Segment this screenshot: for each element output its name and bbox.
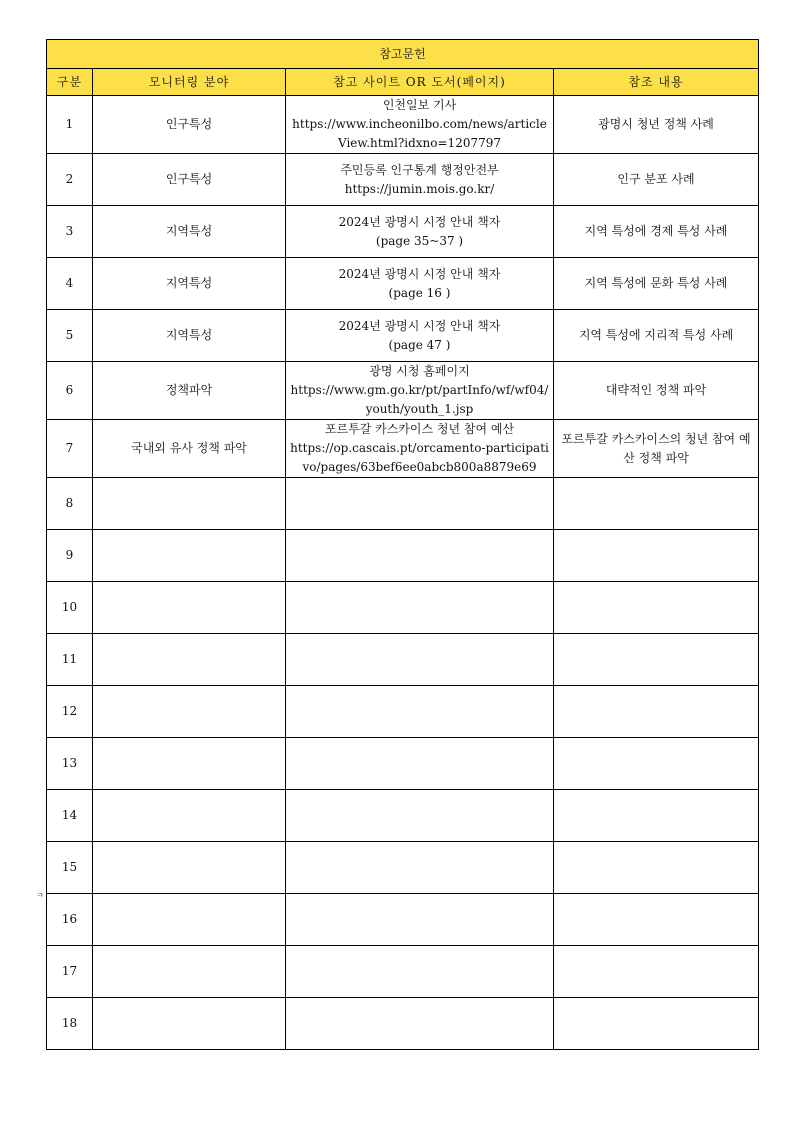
reference-content: 인구 분포 사례 xyxy=(554,154,759,206)
source-title: 2024년 광명시 시정 안내 책자 xyxy=(338,214,501,229)
source-cell xyxy=(286,946,554,998)
table-row xyxy=(47,998,759,1050)
header-no: 구분 xyxy=(47,69,93,96)
monitoring-field xyxy=(93,478,286,530)
reference-content xyxy=(554,530,759,582)
table-row xyxy=(47,842,759,894)
row-number: 18 xyxy=(47,998,93,1050)
monitoring-field xyxy=(93,894,286,946)
source-title: 2024년 광명시 시정 안내 책자 xyxy=(338,318,501,333)
header-row xyxy=(47,69,759,96)
source-title: 포르투갈 카스카이스 청년 참여 예산 xyxy=(324,422,515,436)
reference-content: 지역 특성에 경제 특성 사례 xyxy=(554,206,759,258)
source-title: (page 16 ) xyxy=(388,285,451,300)
row-number: 2 xyxy=(47,154,93,206)
source-url[interactable]: https://www.incheonilbo.com/news/articleView.html?idxno=1207797 xyxy=(292,117,547,150)
reference-content xyxy=(554,582,759,634)
row-number: 14 xyxy=(47,790,93,842)
source-cell xyxy=(286,998,554,1050)
reference-content xyxy=(554,998,759,1050)
monitoring-field xyxy=(93,842,286,894)
table-row xyxy=(47,634,759,686)
monitoring-field xyxy=(93,634,286,686)
source-cell xyxy=(286,478,554,530)
table-row xyxy=(47,790,759,842)
reference-content xyxy=(554,686,759,738)
table-row xyxy=(47,686,759,738)
source-cell xyxy=(286,362,554,420)
table-row xyxy=(47,530,759,582)
reference-content: 광명시 청년 정책 사례 xyxy=(554,96,759,154)
margin-mark: ㅋ xyxy=(36,891,44,900)
monitoring-field: 정책파악 xyxy=(93,362,286,420)
source-cell xyxy=(286,310,554,362)
reference-content xyxy=(554,634,759,686)
reference-table xyxy=(46,39,759,1050)
monitoring-field xyxy=(93,998,286,1050)
table-title: 참고문헌 xyxy=(47,40,759,69)
row-number: 1 xyxy=(47,96,93,154)
monitoring-field xyxy=(93,686,286,738)
row-number: 9 xyxy=(47,530,93,582)
source-cell xyxy=(286,738,554,790)
row-number: 16 xyxy=(47,894,93,946)
reference-content xyxy=(554,946,759,998)
table-row xyxy=(47,894,759,946)
row-number: 8 xyxy=(47,478,93,530)
source-title: (page 35~37 ) xyxy=(375,233,464,248)
header-field: 모니터링 분야 xyxy=(93,69,286,96)
source-url[interactable]: https://www.gm.go.kr/pt/partInfo/wf/wf04/youth/youth_1.jsp xyxy=(290,383,549,416)
reference-content xyxy=(554,478,759,530)
source-cell xyxy=(286,842,554,894)
source-url[interactable]: https://op.cascais.pt/orcamento-participativo/pages/63bef6ee0abcb800a8879e69 xyxy=(290,441,549,474)
header-source: 참고 사이트 OR 도서(페이지) xyxy=(286,69,554,96)
monitoring-field: 지역특성 xyxy=(93,206,286,258)
row-number: 5 xyxy=(47,310,93,362)
reference-content xyxy=(554,738,759,790)
source-cell xyxy=(286,634,554,686)
monitoring-field: 지역특성 xyxy=(93,258,286,310)
row-number: 15 xyxy=(47,842,93,894)
table-row xyxy=(47,738,759,790)
source-url[interactable]: https://jumin.mois.go.kr/ xyxy=(344,181,495,196)
monitoring-field: 지역특성 xyxy=(93,310,286,362)
table-row xyxy=(47,582,759,634)
table-row xyxy=(47,946,759,998)
source-title: 2024년 광명시 시정 안내 책자 xyxy=(338,266,501,281)
table-row xyxy=(47,478,759,530)
source-cell xyxy=(286,790,554,842)
row-number: 6 xyxy=(47,362,93,420)
table-row xyxy=(47,206,759,258)
source-cell xyxy=(286,894,554,946)
row-number: 7 xyxy=(47,420,93,478)
monitoring-field xyxy=(93,582,286,634)
reference-content xyxy=(554,842,759,894)
row-number: 3 xyxy=(47,206,93,258)
source-title: 광명 시청 홈페이지 xyxy=(369,364,470,378)
row-number: 4 xyxy=(47,258,93,310)
table-row xyxy=(47,362,759,420)
reference-content: 지역 특성에 문화 특성 사례 xyxy=(554,258,759,310)
source-cell xyxy=(286,154,554,206)
reference-content xyxy=(554,894,759,946)
monitoring-field xyxy=(93,946,286,998)
row-number: 13 xyxy=(47,738,93,790)
reference-content xyxy=(554,790,759,842)
source-cell xyxy=(286,686,554,738)
source-cell xyxy=(286,530,554,582)
source-title: 주민등록 인구통계 행정안전부 xyxy=(340,162,499,177)
monitoring-field xyxy=(93,530,286,582)
source-cell xyxy=(286,582,554,634)
source-title: (page 47 ) xyxy=(388,337,451,352)
row-number: 12 xyxy=(47,686,93,738)
source-cell xyxy=(286,420,554,478)
monitoring-field xyxy=(93,738,286,790)
monitoring-field: 국내외 유사 정책 파악 xyxy=(93,420,286,478)
header-content: 참조 내용 xyxy=(554,69,759,96)
table-row xyxy=(47,420,759,478)
row-number: 11 xyxy=(47,634,93,686)
reference-content: 대략적인 정책 파악 xyxy=(554,362,759,420)
row-number: 17 xyxy=(47,946,93,998)
reference-content: 포르투갈 카스카이스의 청년 참여 예산 정책 파악 xyxy=(554,420,759,478)
table-body xyxy=(47,96,759,1050)
monitoring-field xyxy=(93,790,286,842)
source-title: 인천일보 기사 xyxy=(382,98,457,112)
monitoring-field: 인구특성 xyxy=(93,154,286,206)
title-row xyxy=(47,40,759,69)
table-row xyxy=(47,310,759,362)
source-cell xyxy=(286,206,554,258)
table-row xyxy=(47,258,759,310)
reference-content: 지역 특성에 지리적 특성 사례 xyxy=(554,310,759,362)
monitoring-field: 인구특성 xyxy=(93,96,286,154)
row-number: 10 xyxy=(47,582,93,634)
table-row xyxy=(47,96,759,154)
table-row xyxy=(47,154,759,206)
source-cell xyxy=(286,258,554,310)
source-cell xyxy=(286,96,554,154)
